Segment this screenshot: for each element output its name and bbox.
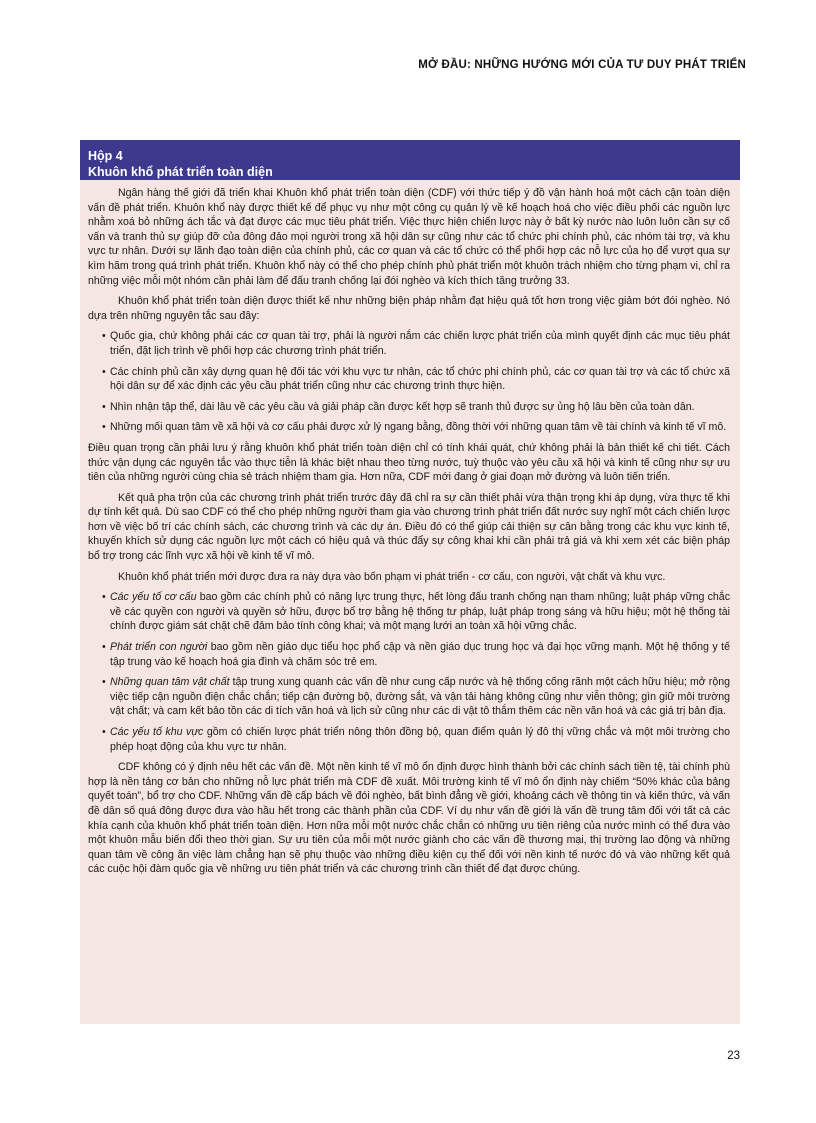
bullet-icon: • xyxy=(102,726,106,738)
list-item-text: Nhìn nhận tập thể, dài lâu về các yêu cầu và giải pháp cần được kết hợp sẽ tranh thủ được sự ủng hộ lâu bền của toàn dân. xyxy=(110,400,695,413)
area-text: gồm có chiến lược phát triển nông thôn đồng bộ, quan điểm quản lý đô thị vững chắc và một môi trường cho phép hoạt động của khu vực tư nhân. xyxy=(110,726,730,753)
list-item xyxy=(88,420,730,435)
bullet-icon: • xyxy=(102,400,106,413)
list-item-text: Quốc gia, chứ không phải các cơ quan tài trợ, phải là người nắm các chiến lược phát triển của mình quyết định các mục tiêu phát triển, đặt lịch trình về phối hợp các chương trình phát triển. xyxy=(110,330,730,357)
list-item xyxy=(88,590,730,634)
list-item xyxy=(88,365,730,394)
area-lead: Các yếu tố khu vực xyxy=(110,726,204,738)
paragraph-conclusion: CDF không có ý định nêu hết các vấn đề. Một nền kinh tế vĩ mô ổn định được hình thành bởi các chính sách tiền tệ, tài chính phù hợp là nền tảng cơ bản cho những nỗ lực phát triển mà CDF đề xuất. Môi trường kinh tế vĩ mô ổn định này chiếm “50% khác của bảng quyết toán”, bổ trợ cho CDF. Những vấn đề cấp bách về đói nghèo, bất bình đẳng về giới, khoảng cách về thông tin và kiến thức, và vấn đề dân số quá đông được đưa vào hầu hết trong các thành phần của CDF. Ví dụ như vấn đề giới là vấn đề trung tâm đối với tất cả các khía cạnh của khuôn khổ phát triển toàn diện. Hơn nữa mỗi một nước chắc chắn có những ưu tiên riêng của nước mình có thể đưa vào một khuôn mẫu biến đổi theo thời gian. Sự ưu tiên của mỗi một nước giành cho các vấn đề thương mại, thị trường lao động và những quan tâm về công ăn việc làm chẳng hạn sẽ phụ thuộc vào những điều kiện cụ thể đối với nền kinh tế nước đó và vào những kết quả các cuộc hội đàm quốc gia về những ưu tiên phát triển và các chương trình cần thiết để đạt được chúng. xyxy=(88,761,730,876)
list-item-text: Các chính phủ cần xây dựng quan hệ đối tác với khu vực tư nhân, các tổ chức phi chính phủ, các cơ quan tài trợ và các tổ chức xã hội dân sự để xác định các yêu cầu phát triển cũng như các chương trình thực hiện. xyxy=(110,365,730,393)
paragraph-note: Điều quan trọng cần phải lưu ý rằng khuôn khổ phát triển toàn diện chỉ có tính khái quát, chứ không phải là bản thiết kế chi tiết. Cách thức vận dụng các nguyên tắc vào thực tiễn là khác biệt nhau theo từng nước, tuỳ thuộc vào yêu cầu xã hội và kinh tế cũng như sự ưu tiên của những người cùng chia sẻ trách nhiệm tham gia. Hơn nữa, CDF mới đang ở giai đoạn mở đường và luôn tiến triển. xyxy=(88,441,730,484)
list-item xyxy=(88,329,730,358)
paragraph-results: Kết quả pha trộn của các chương trình phát triển trước đây đã chỉ ra sự cần thiết phải vừa thận trọng khi áp dụng, vừa thực tế khi dự tính kết quả. Dù sao CDF có thể cho phép những người tham gia vào chương trình phát triển đất nước suy nghĩ một cách chiến lược hơn về việc bố trí các chính sách, các chương trình và các dự án. Điều đó có thể giúp cải thiện sự cân bằng trong các khu vực kinh tế, khuyến khích sử dụng các nguồn lực một cách có hiệu quả và thúc đẩy sự công khai khi cần phải trả giá và khi xem xét các biện pháp bổ trợ trong các lĩnh vực xã hội về kinh tế vĩ mô. xyxy=(88,491,730,563)
bullet-icon: • xyxy=(102,330,106,343)
bullet-icon: • xyxy=(102,641,106,654)
box-4 xyxy=(80,140,740,1024)
area-lead: Phát triển con người xyxy=(110,641,208,654)
box-body xyxy=(80,180,740,877)
bullet-icon: • xyxy=(102,676,106,689)
bullet-icon: • xyxy=(102,421,106,434)
paragraph-principles-intro: Khuôn khổ phát triển toàn diện được thiết kế như những biện pháp nhằm đạt hiệu quả tốt hơn trong việc giảm bớt đói nghèo. Nó dựa trên những nguyên tắc sau đây: xyxy=(88,295,730,322)
list-item xyxy=(88,725,730,754)
box-label: Hộp 4 xyxy=(88,149,123,163)
page-number: 23 xyxy=(727,1050,740,1062)
bullet-icon: • xyxy=(102,591,106,604)
areas-list xyxy=(88,590,730,754)
list-item xyxy=(88,400,730,415)
bullet-icon: • xyxy=(102,365,106,378)
box-header xyxy=(80,140,740,180)
area-lead: Các yếu tố cơ cấu xyxy=(110,591,197,604)
list-item xyxy=(88,640,730,669)
running-header: MỞ ĐẦU: NHỮNG HƯỚNG MỚI CỦA TƯ DUY PHÁT TRIỂN xyxy=(418,59,746,71)
area-text: bao gồm nền giáo dục tiểu học phổ cập và nền giáo dục trung học và đại học vững mạnh. Một hệ thống y tế tập trung vào kế hoạch hoá gia đình và chăm sóc trẻ em. xyxy=(110,641,730,668)
list-item xyxy=(88,675,730,719)
paragraph-areas-intro: Khuôn khổ phát triển mới được đưa ra này dựa vào bốn phạm vi phát triển - cơ cấu, con người, vật chất và khu vực. xyxy=(118,570,666,583)
paragraph-intro: Ngân hàng thế giới đã triển khai Khuôn khổ phát triển toàn diện (CDF) với thức tiếp ý đồ vận hành hoá một cách cận toàn diện vấn đề phát triển. Khuôn khổ này được thiết kế để phục vụ như một công cụ quản lý về kế hoạch hoá cho việc điều phối các nguồn lực nhằm xoá bỏ những ách tắc và đạt được các mục tiêu phát triển. Việc thực hiện chiến lược này ở bất kỳ nước nào luôn luôn cần sự cố vấn và tranh thủ sự giúp đỡ của đông đảo mọi người trong xã hội dân sự cũng như các tổ chức phi chính phủ, các nhóm tài trợ, và khu vực tư nhân. Dưới sự lãnh đạo toàn diện của chính phủ, các cơ quan và các tổ chức có thể phối hợp các nỗ lực của họ để vượt qua sự kìm hãm trong quá trình phát triển. Khuôn khổ này có thể cho phép chính phủ phát triển một khuôn trách nhiệm cho từng phạm vi, chỉ ra những việc mỗi một nhóm cần phải làm để đấu tranh chống lại đói nghèo và kích thích tăng trưởng 33. xyxy=(88,187,730,287)
area-text: tập trung xung quanh các vấn đề như cung cấp nước và hệ thống cống rãnh một cách hữu hiệu; mở rộng việc tiếp cận nguồn điện chắc chắn; tiếp cận đường bộ, đường sắt, và vận tải hàng không cũng như viễn thông; gìn giữ môi trường vật chất; và cam kết bảo tồn các di tích văn hoá và lịch sử cũng như các di vật tô thắm thêm các nền văn hoá và các giá trị bản địa. xyxy=(110,676,731,718)
principles-list xyxy=(88,329,730,435)
area-text: bao gồm các chính phủ có năng lực trung thực, hết lòng đấu tranh chống nạn tham nhũng; luật pháp vững chắc về các quyền con người và quyền sở hữu, được bổ trợ bằng hệ thống tư pháp, luật pháp trong sáng và hữu hiệu; một hệ thống tài chính được giám sát chặt chẽ đảm bảo tính công khai; và một mạng lưới an toàn xã hội vững chắc. xyxy=(110,591,730,633)
list-item-text: Những mối quan tâm về xã hội và cơ cấu phải được xử lý ngang bằng, đồng thời với những quan tâm về tài chính và kinh tế vĩ mô. xyxy=(110,421,727,434)
area-lead: Những quan tâm vật chất xyxy=(110,676,230,689)
box-title: Khuôn khổ phát triển toàn diện xyxy=(88,165,273,179)
